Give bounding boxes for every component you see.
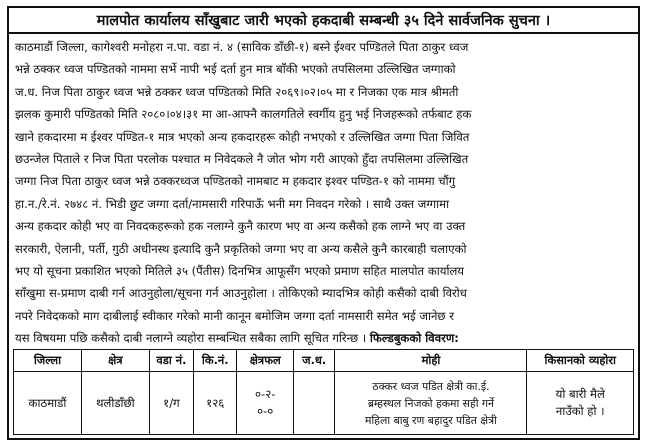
table-header-row (14, 350, 634, 372)
notice-line: खाने हकदारमा म ईश्वर पण्डित-१ मात्र भएको अन्य हकदारहरू कोही नभएको र उल्लिखित जग्गा पिता जिवित (15, 129, 470, 144)
header-kisan: किसानको व्यहोरा (527, 350, 634, 372)
fieldbook-table (13, 349, 634, 435)
cell-mohi-line: ठक्कर ध्वज पडित क्षेत्री का.ई. (372, 379, 490, 393)
notice-line: ज.ध. निज पिता ठाकुर ध्वज भन्ने ठक्कर ध्वज पण्डितको मिति २०६९।०२।०५ मा र निजका एक मात्र श्रीमती (15, 84, 459, 99)
notice-body (9, 34, 638, 358)
header-jadha: ज.ध. (293, 350, 334, 372)
notice-line: भन्ने ठक्कर ध्वज पण्डितको नाममा सर्भे नापी भई दर्ता हुन मात्र बाँकी भएको तपसिलमा उल्लिखित जग्गाको (15, 62, 456, 77)
cell-mohi-line: ब्रम्हस्थल निजको हकमा सही गर्ने (367, 396, 495, 410)
cell-kitta: १२६ (193, 372, 237, 435)
cell-kisan-line: यो बारी मैले (555, 387, 605, 401)
cell-kisan-line: नाउँको हो । (555, 404, 605, 418)
header-district: जिल्ला (14, 350, 82, 372)
notice-line: छउन्जेल पिताले र निज पिता परलोक पश्चात म निवेदकले नै जोत भोग गरी आएको हुँदा तपसिलमा उल्लिखित (15, 152, 469, 167)
notice-title: मालपोत कार्यालय साँखुबाट जारी भएको हकदाबी सम्बन्धी ३५ दिने सार्वजनिक सुचना । (9, 8, 638, 34)
notice-last-line (15, 327, 632, 349)
notice-line: नपरे निवेदकको माग दाबीलाई स्वीकार गरेको मानी कानून बमोजिम जग्गा दर्ता नामसारी समेत भई जानेछ र (15, 308, 454, 323)
cell-mohi (335, 372, 527, 435)
notice-line: साँखुमा स-प्रमाण दाबी गर्न आउनुहोला/सूचना गर्न आउनुहोला । तोकिएको म्यादभित्र कोही कसैको दाबी विरोध (15, 286, 467, 301)
cell-district: काठमाडौं (14, 372, 82, 435)
cell-jadha (293, 372, 334, 435)
notice-line: जग्गा निज पिता ठाकुर ध्वज भन्ने ठक्करध्वज पण्डितको नामबाट म हकदार इश्वर पण्डित-१ को नाममा चौंगु (15, 174, 456, 189)
notice-line: भए यो सूचना प्रकाशित भएको मितिले ३५ (पैंतीस) दिनभित्र आफूसँग भएको प्रमाण सहित मालपोत कार्यालय (15, 264, 465, 279)
header-area: क्षेत्र (81, 350, 149, 372)
notice-line: काठमाडौं जिल्ला, कागेश्वरी मनोहरा न.पा. वडा नं. ४ (साविक डाँछी-१) बस्ने ईश्वर पण्डितले पिता ठाकुर ध्वज (15, 40, 469, 54)
public-notice (7, 6, 640, 440)
cell-size-line: ०-२- (255, 387, 276, 401)
table-row (14, 372, 634, 435)
cell-ward: १/ग (149, 372, 193, 435)
notice-line: हा.न./रे.नं. २७४८ नं. भिडी छुट जग्गा दर्ता/नामसारी गरिपाऊँ भनी मग निवदन गरेको । साथै उक्त जग्गामा (15, 196, 450, 211)
header-kitta: कि.नं. (193, 350, 237, 372)
notice-line: झलक कुमारी पण्डितको मिति २०८०।०४।३१ मा आ-आफ्नै कालगतिले स्वर्गीय हुनु भई निजहरूको तर्फबाट हक (15, 107, 472, 122)
notice-line: सरकारी, ऐलानी, पर्ती, गुठी अधीनस्थ इत्यादि कुनै प्रकृतिको जग्गा भए वा अन्य कसैले कुनै कारबाही चलाएको (15, 241, 467, 256)
cell-kisan (527, 372, 634, 435)
header-ward: वडा नं. (149, 350, 193, 372)
cell-area: थलीडाँछी (81, 372, 149, 435)
fieldbook-heading: फिल्डबुकको विवरण: (369, 331, 459, 346)
cell-size-line: ०-० (257, 404, 274, 418)
notice-line: अन्य हकदार कोही भए वा निवदकहरूको हक नलाग्ने कुनै कारण भए वा अन्य कसैको हक लाग्ने भए वा उक्त (15, 219, 466, 234)
notice-closing-text: यस विषयमा पछि कसैको दाबी नलाग्ने व्यहोरा सम्बन्धित सबैका लागि सूचित गरिन्छ । (15, 331, 367, 346)
cell-size (237, 372, 293, 435)
cell-mohi-line: महिला बाबु रण बहादुर पडित क्षेत्री (365, 413, 497, 427)
header-mohi: मोही (335, 350, 527, 372)
header-size: क्षेत्रफल (237, 350, 293, 372)
